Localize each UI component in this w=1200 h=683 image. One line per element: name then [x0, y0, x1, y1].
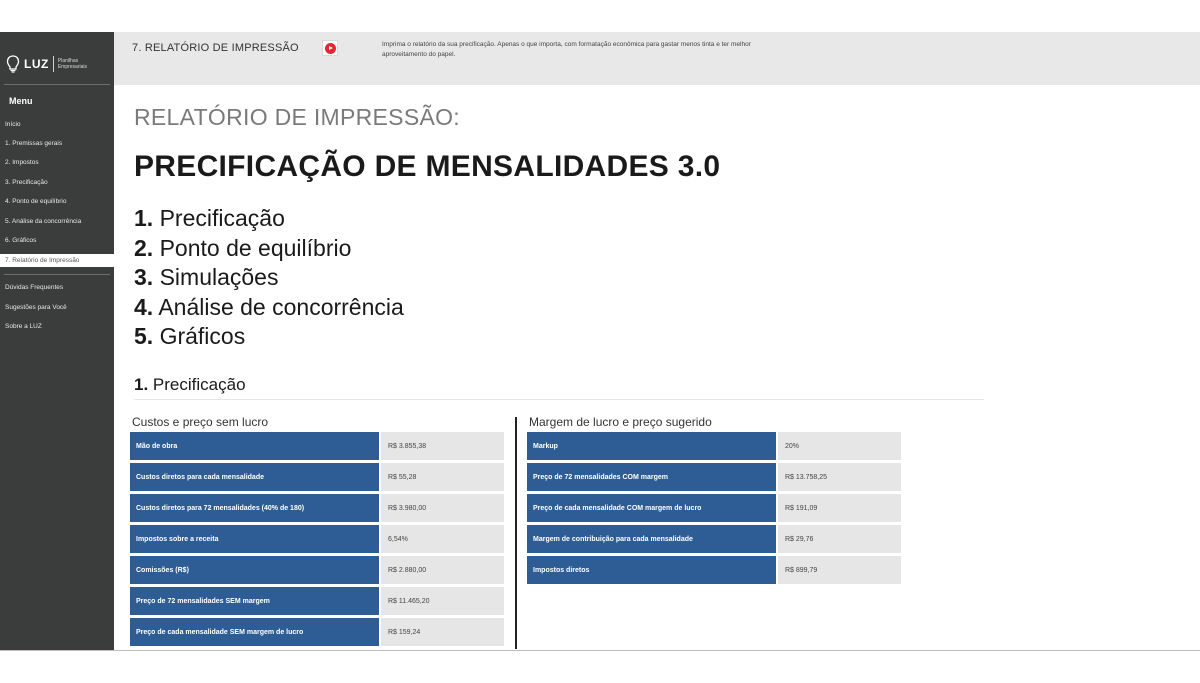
row-label: Margem de contribuição para cada mensalidade — [527, 525, 776, 553]
toc-label: Análise de concorrência — [158, 293, 404, 320]
table-row — [527, 432, 901, 460]
table-row — [527, 525, 901, 553]
toc-label: Ponto de equilíbrio — [159, 234, 352, 261]
row-value: R$ 191,09 — [776, 494, 901, 522]
sidebar-item-analise-concorrencia[interactable]: 5. Análise da concorrência — [5, 218, 82, 225]
table-row — [130, 618, 504, 646]
toc-label: Precificação — [159, 205, 285, 231]
report-title: PRECIFICAÇÃO DE MENSALIDADES 3.0 — [134, 150, 721, 183]
table-row — [527, 556, 901, 584]
table-row — [527, 463, 901, 491]
toc-item — [134, 293, 404, 323]
sidebar-item-inicio[interactable]: Início — [5, 121, 21, 128]
row-value: 20% — [776, 432, 901, 460]
play-video-button[interactable] — [322, 40, 338, 56]
table-row — [130, 463, 504, 491]
toc-item — [134, 322, 404, 352]
logo-text: LUZ — [24, 57, 49, 71]
toc-number: 4. — [134, 293, 154, 320]
row-value: R$ 159,24 — [379, 618, 504, 646]
sidebar-item-impostos[interactable]: 2. Impostos — [5, 159, 39, 166]
table-row — [130, 494, 504, 522]
section-number: 1. — [134, 375, 149, 394]
table-row — [130, 587, 504, 615]
toc-number: 1. — [134, 205, 154, 231]
sidebar-item-premissas-gerais[interactable]: 1. Premissas gerais — [5, 140, 63, 147]
sidebar-item-graficos[interactable]: 6. Gráficos — [5, 237, 37, 244]
lightbulb-icon — [6, 55, 20, 73]
logo-divider — [53, 56, 54, 72]
menu-title: Menu — [9, 96, 33, 106]
tables-divider — [515, 417, 517, 649]
row-value: R$ 55,28 — [379, 463, 504, 491]
toc-label: Gráficos — [159, 323, 246, 349]
sidebar-item-relatorio-impressao[interactable]: 7. Relatório de Impressão — [0, 254, 114, 267]
toc-number: 5. — [134, 323, 154, 349]
luz-logo[interactable] — [6, 52, 110, 76]
row-label: Mão de obra — [130, 432, 379, 460]
play-icon — [325, 43, 336, 54]
row-label: Custos diretos para 72 mensalidades (40% de 180) — [130, 494, 379, 522]
toc-item — [134, 204, 404, 234]
logo-tagline: Planilhas Empresariais — [57, 58, 88, 70]
row-value: 6,54% — [379, 525, 504, 553]
row-label: Impostos sobre a receita — [130, 525, 379, 553]
sidebar-divider — [4, 84, 110, 85]
row-label: Custos diretos para cada mensalidade — [130, 463, 379, 491]
row-value: R$ 899,79 — [776, 556, 901, 584]
section-heading — [134, 375, 246, 395]
right-table-caption: Margem de lucro e preço sugerido — [529, 415, 712, 429]
report-label: RELATÓRIO DE IMPRESSÃO: — [134, 104, 460, 130]
table-row — [130, 432, 504, 460]
page-header-description: Imprima o relatório da sua precificação. Apenas o que importa, com formatação econômica para gastar menos tinta e ter melhor aproveitamento do papel. — [382, 41, 751, 58]
costs-table — [130, 429, 504, 649]
sidebar-item-sugestoes[interactable]: Sugestões para Você — [5, 304, 67, 311]
toc-number: 2. — [134, 234, 154, 261]
toc-number: 3. — [134, 264, 154, 290]
margin-table — [527, 429, 901, 587]
bottom-divider — [0, 650, 1200, 651]
table-of-contents — [134, 204, 404, 352]
table-row — [130, 525, 504, 553]
sidebar-item-precificacao[interactable]: 3. Precificação — [5, 179, 48, 186]
toc-item — [134, 263, 404, 293]
section-label: Precificação — [152, 375, 246, 394]
row-value: R$ 2.880,00 — [379, 556, 504, 584]
row-value: R$ 13.758,25 — [776, 463, 901, 491]
sidebar-item-sobre-luz[interactable]: Sobre a LUZ — [5, 323, 42, 330]
sidebar-item-duvidas-frequentes[interactable]: Dúvidas Frequentes — [5, 284, 64, 291]
sidebar — [0, 32, 114, 650]
row-label: Preço de 72 mensalidades SEM margem — [130, 587, 379, 615]
section-divider — [134, 399, 984, 400]
table-row — [527, 494, 901, 522]
row-value: R$ 3.855,38 — [379, 432, 504, 460]
row-value: R$ 11.465,20 — [379, 587, 504, 615]
row-label: Impostos diretos — [527, 556, 776, 584]
toc-item — [134, 234, 404, 264]
toc-label: Simulações — [159, 264, 279, 290]
table-row — [130, 556, 504, 584]
row-label: Preço de cada mensalidade COM margem de lucro — [527, 494, 776, 522]
row-value: R$ 29,76 — [776, 525, 901, 553]
row-label: Preço de 72 mensalidades COM margem — [527, 463, 776, 491]
row-label: Comissões (R$) — [130, 556, 379, 584]
page-header-title: 7. RELATÓRIO DE IMPRESSÃO — [132, 42, 299, 54]
page-header — [114, 32, 1200, 85]
left-table-caption: Custos e preço sem lucro — [132, 415, 269, 429]
row-label: Preço de cada mensalidade SEM margem de lucro — [130, 618, 379, 646]
row-label: Markup — [527, 432, 776, 460]
row-value: R$ 3.980,00 — [379, 494, 504, 522]
sidebar-item-ponto-de-equilibrio[interactable]: 4. Ponto de equilíbrio — [5, 198, 67, 205]
sidebar-divider-2 — [4, 274, 110, 275]
